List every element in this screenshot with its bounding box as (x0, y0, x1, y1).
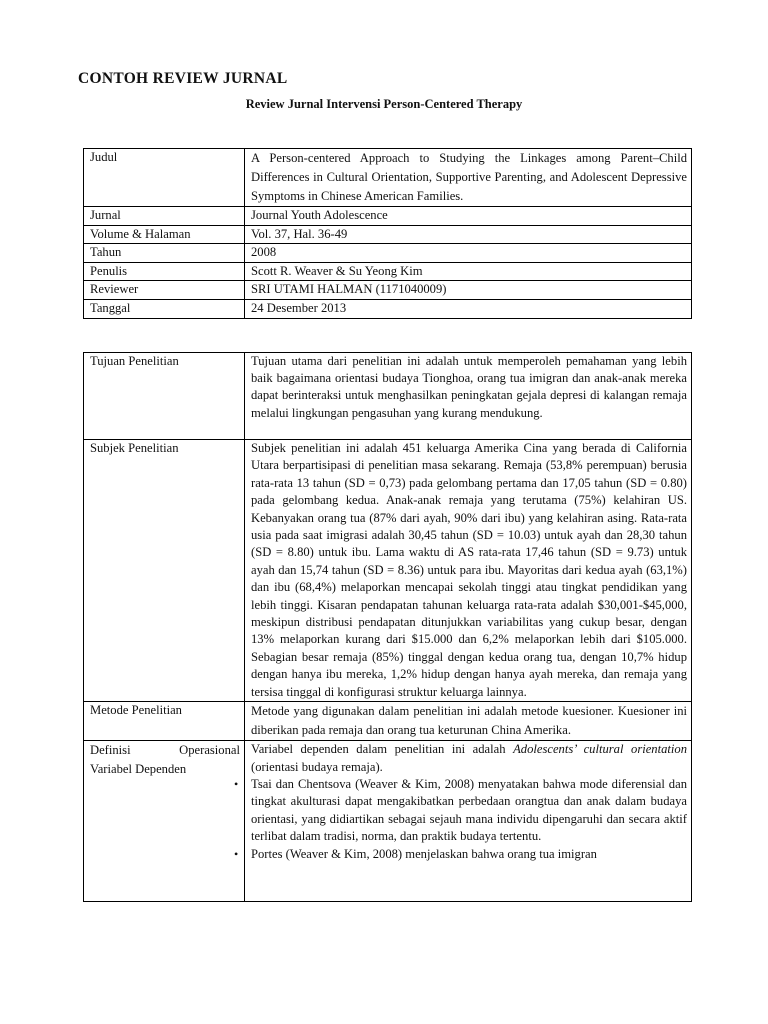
detail-label-definisi (84, 741, 245, 902)
info-value-judul: A Person-centered Approach to Studying the Linkages among Parent–Child Differences in Cultural Orientation, Supportive Parenting, and Adolescent Depressive Symptoms in Chinese American Families. (245, 149, 692, 207)
definisi-bullet-list (234, 776, 687, 863)
table-row (84, 299, 692, 318)
table-row (84, 741, 692, 902)
table-row (84, 281, 692, 300)
info-label-tahun: Tahun (84, 244, 245, 263)
definisi-label-line1: Definisi Operasional (90, 743, 240, 758)
info-value-penulis: Scott R. Weaver & Su Yeong Kim (245, 262, 692, 281)
detail-label-subjek: Subjek Penelitian (84, 440, 245, 702)
info-value-reviewer: SRI UTAMI HALMAN (1171040009) (245, 281, 692, 300)
detail-label-metode: Metode Penelitian (84, 702, 245, 741)
table-row (84, 207, 692, 226)
bullet-icon: • (234, 776, 239, 791)
definisi-intro-before: Variabel dependen dalam penelitian ini adalah (251, 742, 514, 757)
table-row (84, 225, 692, 244)
document-title: CONTOH REVIEW JURNAL (78, 70, 288, 87)
info-label-reviewer: Reviewer (84, 281, 245, 300)
document-subtitle: Review Jurnal Intervensi Person-Centered Therapy (245, 97, 523, 111)
info-label-tanggal: Tanggal (84, 299, 245, 318)
info-label-jurnal: Jurnal (84, 207, 245, 226)
definisi-label-line2: Variabel Dependen (90, 762, 187, 777)
info-value-jurnal: Journal Youth Adolescence (245, 207, 692, 226)
list-item (234, 776, 687, 846)
detail-value-metode: Metode yang digunakan dalam penelitian ini adalah metode kuesioner. Kuesioner ini diberikan pada remaja dan orang tua keturunan China Amerika. (245, 702, 692, 741)
definisi-intro-after: (orientasi budaya remaja). (251, 759, 383, 774)
detail-value-subjek: Subjek penelitian ini adalah 451 keluarga Amerika Cina yang berada di California Utara berpartisipasi di penelitian masa sekarang. Remaja (53,8% perempuan) berusia rata-rata 13 tahun (SD = 0,73) pada gelombang pertama dan 17,05 tahun (SD = 0.80) pada gelombang kedua. Anak-anak remaja yang terutama (75%) kelahiran US. Kebanyakan orang tua (87% dari ayah, 90% dari ibu) yang kelahiran asing. Rata-rata usia pada saat imigrasi adalah 30,45 tahun (SD = 10.03) untuk ayah dan 28,30 tahun (SD = 8.80) untuk ibu. Lama waktu di AS rata-rata 17,46 tahun (SD = 9.73) untuk ayah dan 15,74 tahun (SD = 8.36) untuk para ibu. Mayoritas dari kedua ayah (63,1%) dan ibu (68,4%) melaporkan mencapai sekolah tinggi atau tingkat pendidikan yang lebih tinggi. Kisaran pendapatan tahunan keluarga rata-rata adalah $30,001-$45,000, meskipun distribusi pendapatan ditunjukkan variabilitas yang cukup besar, dengan 13% melaporkan kurang dari $15.000 dan 6,2% melaporkan lebih dari $105.000. Sebagian besar remaja (85%) tinggal dengan kedua orang tua, dengan 10,7% hidup dengan hanya ibu mereka, 1,2% hidup dengan hanya ayah mereka, dan remaja yang tersisa tinggal di konfigurasi struktur keluarga lainnya. (245, 440, 692, 702)
table-row (84, 262, 692, 281)
detail-value-definisi (234, 741, 692, 902)
journal-info-table (83, 148, 692, 319)
definisi-intro (251, 741, 687, 776)
detail-label-tujuan: Tujuan Penelitian (84, 353, 245, 440)
info-value-tahun: 2008 (245, 244, 692, 263)
bullet-text: Tsai dan Chentsova (Weaver & Kim, 2008) menyatakan bahwa mode diferensial dan tingkat akulturasi dapat mengakibatkan perbedaan orangtua dan anak dalam budaya orientasi, yang didiartikan sebagai sejauh mana individu dipengaruhi dan secara aktif terlibat dalam tradisi, norma, dan praktik budaya tertentu. (251, 776, 687, 844)
table-row (84, 149, 692, 207)
table-row (84, 440, 692, 702)
bullet-icon: • (234, 846, 239, 861)
definisi-intro-italic: Adolescents’ cultural orientation (513, 742, 687, 757)
bullet-text: Portes (Weaver & Kim, 2008) menjelaskan bahwa orang tua imigran (251, 846, 597, 861)
info-label-volume: Volume & Halaman (84, 225, 245, 244)
review-detail-table (83, 352, 692, 902)
info-label-judul: Judul (84, 149, 245, 207)
table-row (84, 702, 692, 741)
info-value-volume: Vol. 37, Hal. 36-49 (245, 225, 692, 244)
table-row (84, 353, 692, 440)
detail-value-tujuan: Tujuan utama dari penelitian ini adalah untuk memperoleh pemahaman yang lebih baik bagaimana orientasi budaya Tionghoa, orang tua imigran dan anak-anak mereka dapat berinteraksi untuk menghasilkan peningkatan gejala depresi di kalangan remaja melalui lingkungan pengasuhan yang kurang mendukung. (245, 353, 692, 440)
info-value-tanggal: 24 Desember 2013 (245, 299, 692, 318)
info-label-penulis: Penulis (84, 262, 245, 281)
table-row (84, 244, 692, 263)
list-item (234, 846, 687, 863)
